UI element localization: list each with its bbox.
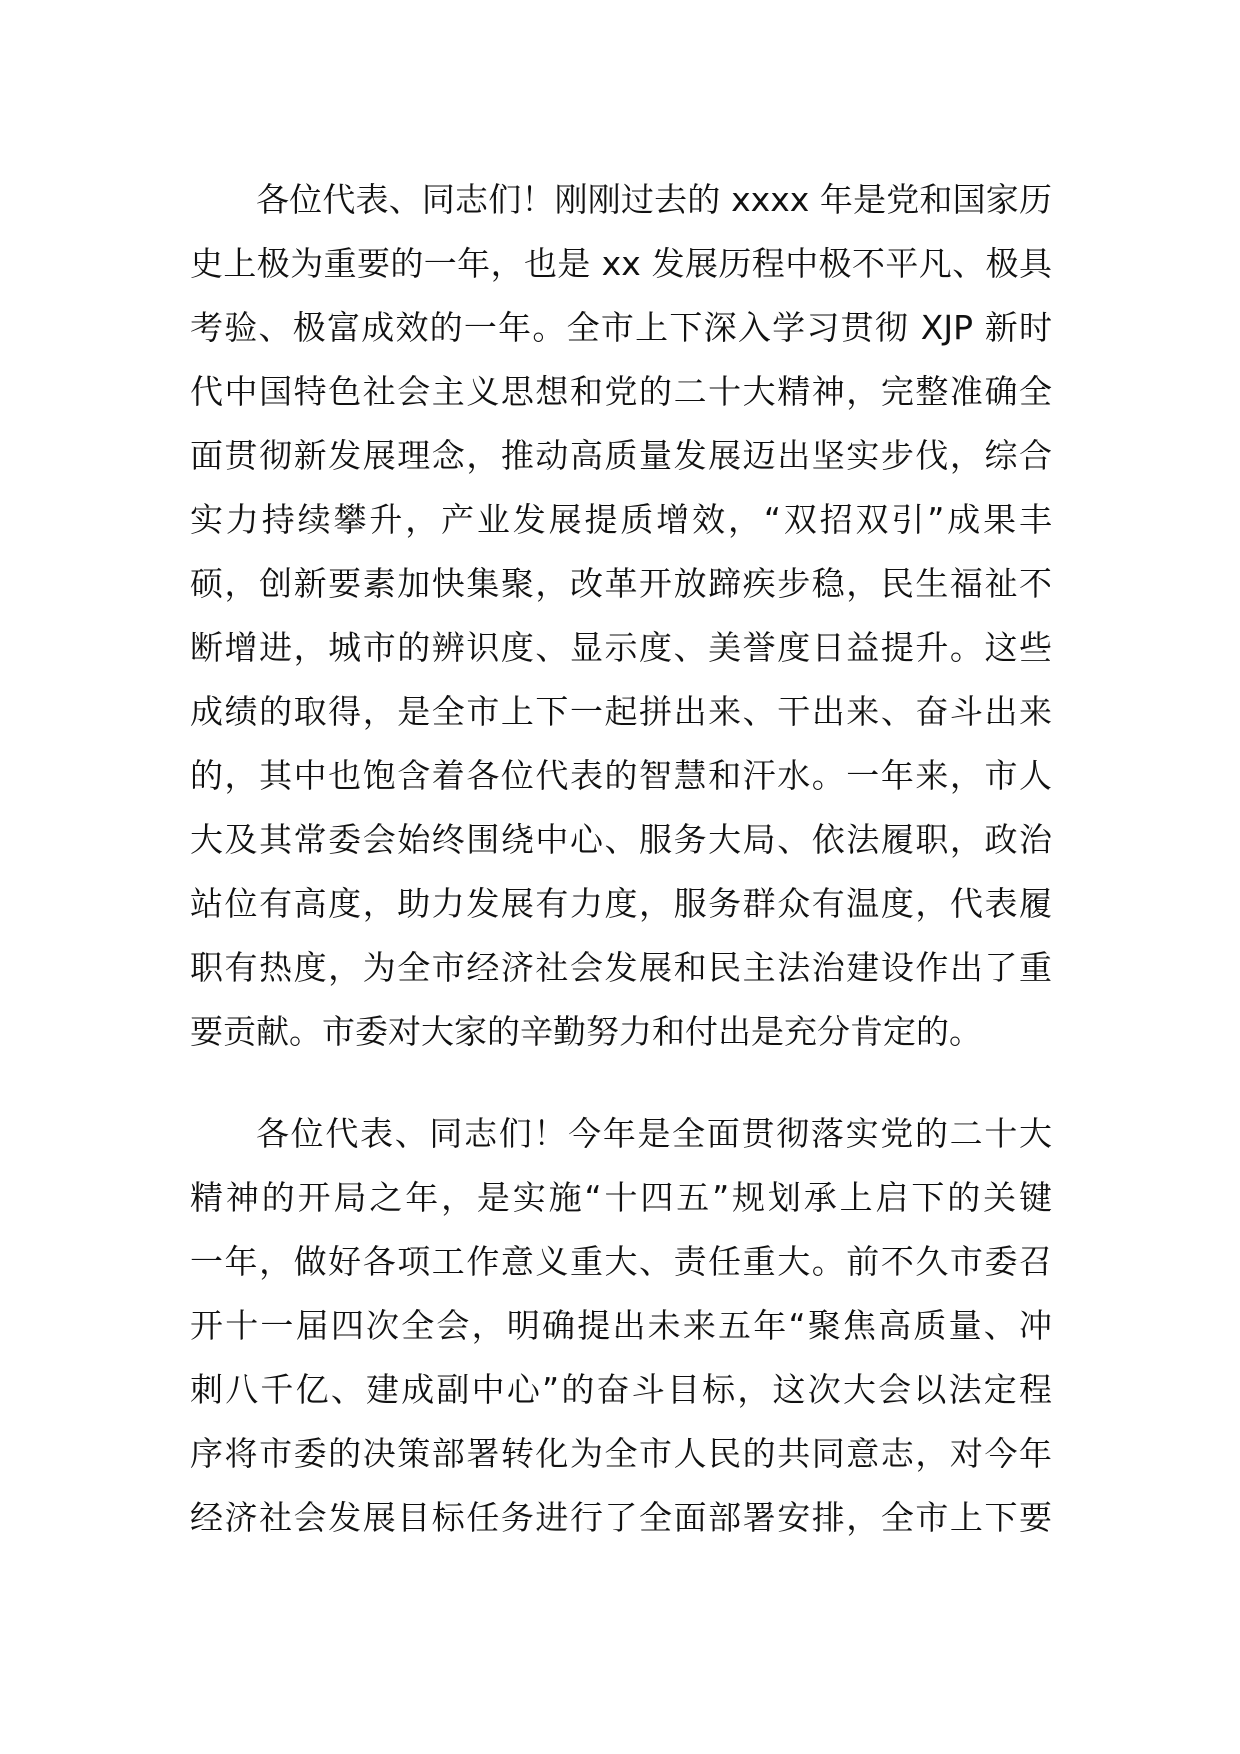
text-line: 各位代表、同志们！刚刚过去的 xxxx 年是党和国家历 bbox=[256, 180, 1052, 219]
text-line: 各位代表、同志们！今年是全面贯彻落实党的二十大 bbox=[256, 1114, 1052, 1153]
paragraph-spacer bbox=[190, 1064, 1052, 1102]
text-line: 开十一届四次全会，明确提出未来五年“聚焦高质量、冲 bbox=[190, 1306, 1052, 1345]
text-line: 职有热度，为全市经济社会发展和民主法治建设作出了重 bbox=[190, 948, 1052, 987]
text-line: 站位有高度，助力发展有力度，服务群众有温度，代表履 bbox=[190, 884, 1052, 923]
text-line: 史上极为重要的一年，也是 xx 发展历程中极不平凡、极具 bbox=[190, 244, 1052, 283]
text-line: 硕，创新要素加快集聚，改革开放蹄疾步稳，民生福祉不 bbox=[190, 564, 1052, 603]
text-line: 考验、极富成效的一年。全市上下深入学习贯彻 XJP 新时 bbox=[190, 308, 1052, 347]
text-line: 成绩的取得，是全市上下一起拼出来、干出来、奋斗出来 bbox=[190, 692, 1052, 731]
paragraph-1 bbox=[190, 168, 1052, 1064]
text-line: 刺八千亿、建成副中心”的奋斗目标，这次大会以法定程 bbox=[190, 1370, 1052, 1409]
text-line: 的，其中也饱含着各位代表的智慧和汗水。一年来，市人 bbox=[190, 756, 1052, 795]
text-line: 大及其常委会始终围绕中心、服务大局、依法履职，政治 bbox=[190, 820, 1052, 859]
text-line: 代中国特色社会主义思想和党的二十大精神，完整准确全 bbox=[190, 372, 1052, 411]
document-body bbox=[190, 168, 1052, 1550]
text-line: 断增进，城市的辨识度、显示度、美誉度日益提升。这些 bbox=[190, 628, 1052, 667]
text-line: 序将市委的决策部署转化为全市人民的共同意志，对今年 bbox=[190, 1434, 1052, 1473]
text-line: 要贡献。市委对大家的辛勤努力和付出是充分肯定的。 bbox=[190, 1012, 982, 1051]
paragraph-2 bbox=[190, 1102, 1052, 1550]
text-line: 经济社会发展目标任务进行了全面部署安排，全市上下要 bbox=[190, 1498, 1052, 1537]
text-line: 面贯彻新发展理念，推动高质量发展迈出坚实步伐，综合 bbox=[190, 436, 1052, 475]
text-line: 一年，做好各项工作意义重大、责任重大。前不久市委召 bbox=[190, 1242, 1052, 1281]
text-line: 精神的开局之年，是实施“十四五”规划承上启下的关键 bbox=[190, 1178, 1052, 1217]
text-line: 实力持续攀升，产业发展提质增效，“双招双引”成果丰 bbox=[190, 500, 1052, 539]
